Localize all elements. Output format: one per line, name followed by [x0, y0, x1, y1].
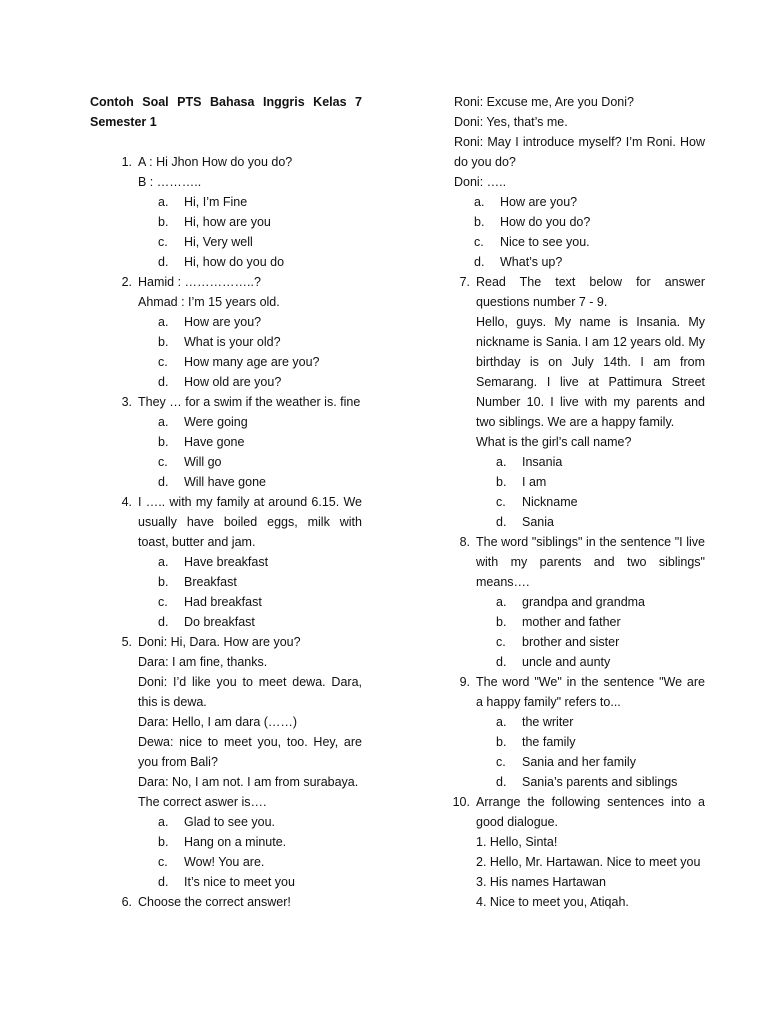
option-list: [138, 412, 362, 492]
option-letter: c.: [158, 855, 168, 869]
question: [90, 632, 362, 892]
option-text: How old are you?: [184, 375, 282, 389]
question-text: The correct aswer is….: [138, 795, 267, 809]
option-letter: d.: [496, 775, 507, 789]
question-body: [476, 792, 705, 912]
question-text: Dara: I am fine, thanks.: [138, 655, 268, 669]
option: [158, 612, 362, 632]
option: [158, 212, 362, 232]
question-text: 4. Nice to meet you, Atiqah.: [476, 895, 629, 909]
question-number: 2.: [121, 275, 132, 289]
question-text: Hamid : ……………..?: [138, 275, 261, 289]
option: [496, 712, 705, 732]
question-number: 5.: [121, 635, 132, 649]
question-text: Arrange the following sentences into a good dialogue.: [476, 795, 705, 829]
option-list: [476, 592, 705, 672]
dialogue-line: Roni: May I introduce myself? I’m Roni. How do you do?: [454, 135, 705, 169]
option: [496, 472, 705, 492]
question: [428, 672, 705, 792]
option-list: [138, 312, 362, 392]
option-letter: b.: [158, 835, 169, 849]
question-number: 10.: [452, 795, 470, 809]
option-list: [138, 812, 362, 892]
question-text: Doni: I’d like you to meet dewa. Dara, this is dewa.: [138, 675, 362, 709]
question-text: Read The text below for answer questions number 7 - 9.: [476, 275, 705, 309]
question-number: 4.: [121, 495, 132, 509]
option: [496, 492, 705, 512]
question-6-dialogue: [428, 92, 705, 192]
option-letter: a.: [158, 195, 169, 209]
option-letter: d.: [158, 475, 169, 489]
right-column: [428, 92, 705, 912]
option: [496, 772, 705, 792]
option-letter: d.: [158, 255, 169, 269]
option: [158, 352, 362, 372]
option: [496, 732, 705, 752]
option-text: Nickname: [522, 495, 578, 509]
option-letter: a.: [158, 315, 169, 329]
question-body: [138, 272, 362, 392]
question-number: 1.: [121, 155, 132, 169]
question-text: 1. Hello, Sinta!: [476, 835, 558, 849]
option-text: uncle and aunty: [522, 655, 611, 669]
question-text: 3. His names Hartawan: [476, 875, 606, 889]
right-question-list: [428, 272, 705, 912]
option: [158, 412, 362, 432]
option-list: [138, 552, 362, 632]
option-text: Hi, Very well: [184, 235, 253, 249]
option-letter: c.: [474, 235, 484, 249]
option-text: Have breakfast: [184, 555, 269, 569]
question-body: [138, 892, 362, 912]
question-number: 6.: [121, 895, 132, 909]
option-text: the writer: [522, 715, 574, 729]
option-letter: b.: [158, 435, 169, 449]
option-text: Breakfast: [184, 575, 237, 589]
option-letter: b.: [158, 215, 169, 229]
option-text: Have gone: [184, 435, 245, 449]
option-text: How are you?: [184, 315, 262, 329]
option-text: Will have gone: [184, 475, 266, 489]
option-text: How are you?: [500, 195, 578, 209]
option-text: Glad to see you.: [184, 815, 276, 829]
option-text: Hi, I’m Fine: [184, 195, 248, 209]
option-letter: c.: [158, 455, 168, 469]
option-text: grandpa and grandma: [522, 595, 646, 609]
option: [474, 232, 705, 252]
question-text: A : Hi Jhon How do you do?: [138, 155, 293, 169]
option-text: Hang on a minute.: [184, 835, 287, 849]
option-text: I am: [522, 475, 547, 489]
option-letter: c.: [158, 595, 168, 609]
option: [158, 312, 362, 332]
option: [496, 752, 705, 772]
option: [474, 192, 705, 212]
option: [158, 192, 362, 212]
option-text: How do you do?: [500, 215, 591, 229]
question-body: [476, 272, 705, 532]
dialogue-line: Doni: Yes, that’s me.: [454, 115, 568, 129]
option-letter: d.: [474, 255, 485, 269]
option: [158, 372, 362, 392]
option: [496, 652, 705, 672]
option-text: Were going: [184, 415, 248, 429]
option-letter: b.: [496, 735, 507, 749]
option: [474, 212, 705, 232]
option-letter: a.: [496, 715, 507, 729]
option: [158, 472, 362, 492]
question-body: [138, 152, 362, 272]
question: [428, 532, 705, 672]
option: [158, 432, 362, 452]
option-text: It’s nice to meet you: [184, 875, 295, 889]
option-text: How many age are you?: [184, 355, 320, 369]
option-text: What is your old?: [184, 335, 281, 349]
option: [158, 852, 362, 872]
option-text: Nice to see you.: [500, 235, 590, 249]
question-number: 8.: [459, 535, 470, 549]
option: [474, 252, 705, 272]
option-letter: d.: [158, 615, 169, 629]
option-text: Sania: [522, 515, 554, 529]
question-number: 3.: [121, 395, 132, 409]
question-text: B : ………..: [138, 175, 202, 189]
option-list: [138, 192, 362, 272]
option-letter: d.: [496, 515, 507, 529]
question: [90, 272, 362, 392]
question-text: Hello, guys. My name is Insania. My nickname is Sania. I am 12 years old. My birthday is on July 14th. I am from Semarang. I live at Pattimura Street Number 10. I live with my parents and two siblings. We are a happy family.: [476, 315, 705, 429]
question-text: 2. Hello, Mr. Hartawan. Nice to meet you: [476, 855, 701, 869]
option-letter: c.: [158, 235, 168, 249]
question-text: Dewa: nice to meet you, too. Hey, are you from Bali?: [138, 735, 362, 769]
option: [496, 612, 705, 632]
question: [428, 792, 705, 912]
option: [158, 572, 362, 592]
option-text: Hi, how do you do: [184, 255, 285, 269]
option-letter: c.: [496, 635, 506, 649]
question: [428, 272, 705, 532]
question-body: [138, 632, 362, 892]
option-text: Sania’s parents and siblings: [522, 775, 678, 789]
option-letter: b.: [496, 615, 507, 629]
dialogue-line: Roni: Excuse me, Are you Doni?: [454, 95, 634, 109]
question-text: Doni: Hi, Dara. How are you?: [138, 635, 301, 649]
question-text: They … for a swim if the weather is. fine: [138, 395, 361, 409]
option-letter: a.: [474, 195, 485, 209]
option-letter: d.: [496, 655, 507, 669]
option-letter: c.: [496, 755, 506, 769]
question-text: I ….. with my family at around 6.15. We usually have boiled eggs, milk with toast, butter and jam.: [138, 495, 362, 549]
option-letter: a.: [158, 815, 169, 829]
question-text: The word "We" in the sentence "We are a happy family" refers to...: [476, 675, 705, 709]
option: [158, 452, 362, 472]
question-number: 9.: [459, 675, 470, 689]
question-body: [138, 392, 362, 492]
option-text: Hi, how are you: [184, 215, 271, 229]
question-text: Choose the correct answer!: [138, 895, 291, 909]
option: [496, 592, 705, 612]
option-text: mother and father: [522, 615, 621, 629]
option: [158, 592, 362, 612]
option: [158, 232, 362, 252]
option: [158, 252, 362, 272]
question-body: [476, 672, 705, 792]
option-letter: d.: [158, 875, 169, 889]
option-text: Sania and her family: [522, 755, 636, 769]
option: [496, 632, 705, 652]
option: [158, 812, 362, 832]
left-column: [90, 92, 362, 912]
option-text: Wow! You are.: [184, 855, 265, 869]
left-question-list: [90, 152, 362, 912]
question-text: Dara: No, I am not. I am from surabaya.: [138, 775, 359, 789]
question: [90, 892, 362, 912]
option: [158, 552, 362, 572]
question: [90, 152, 362, 272]
option-letter: a.: [496, 595, 507, 609]
dialogue-line: Doni: …..: [454, 175, 507, 189]
page-title: Contoh Soal PTS Bahasa Inggris Kelas 7: [90, 95, 362, 109]
option-text: Do breakfast: [184, 615, 255, 629]
option: [496, 452, 705, 472]
option-list: [476, 712, 705, 792]
question: [90, 492, 362, 632]
option: [158, 332, 362, 352]
question-text: The word "siblings" in the sentence "I live with my parents and two siblings" means….: [476, 535, 705, 589]
question-text: Ahmad : I’m 15 years old.: [138, 295, 280, 309]
option: [496, 512, 705, 532]
option-letter: c.: [496, 495, 506, 509]
option-letter: d.: [158, 375, 169, 389]
question-text: Dara: Hello, I am dara (……): [138, 715, 298, 729]
question-text: What is the girl’s call name?: [476, 435, 632, 449]
question-body: [138, 492, 362, 632]
option: [158, 872, 362, 892]
option-list: [476, 452, 705, 532]
option-letter: b.: [496, 475, 507, 489]
question-body: [476, 532, 705, 672]
question: [90, 392, 362, 492]
option-letter: b.: [158, 335, 169, 349]
option: [158, 832, 362, 852]
option-text: the family: [522, 735, 576, 749]
option-letter: a.: [158, 415, 169, 429]
option-letter: a.: [496, 455, 507, 469]
option-letter: b.: [474, 215, 485, 229]
option-letter: b.: [158, 575, 169, 589]
option-letter: c.: [158, 355, 168, 369]
option-text: Insania: [522, 455, 563, 469]
question-6-options: [428, 192, 705, 272]
option-letter: a.: [158, 555, 169, 569]
question-number: 7.: [459, 275, 470, 289]
page-subtitle: Semester 1: [90, 115, 157, 129]
option-text: What’s up?: [500, 255, 563, 269]
option-text: Will go: [184, 455, 222, 469]
option-text: brother and sister: [522, 635, 620, 649]
option-text: Had breakfast: [184, 595, 262, 609]
